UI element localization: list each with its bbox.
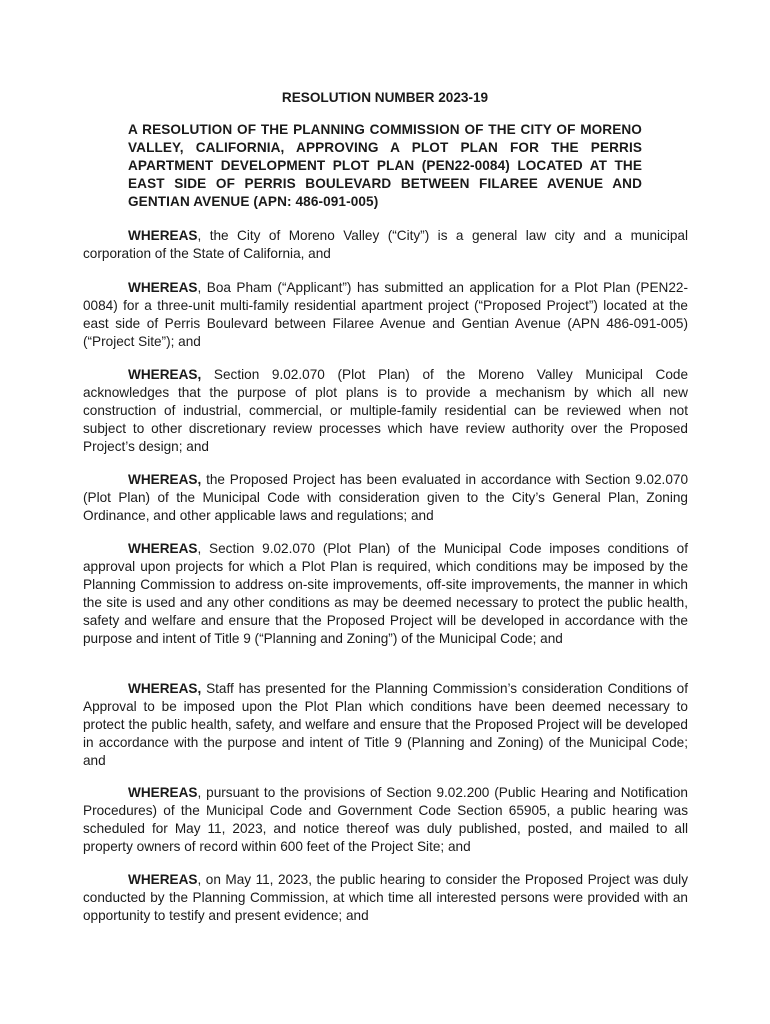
- paragraph-text: , on May 11, 2023, the public hearing to consider the Proposed Project was duly conducted by the Planning Commission, at which time all interested persons were provided with an opportunity to testify and present evidence; and: [83, 872, 688, 923]
- whereas-paragraph-5: [83, 540, 688, 648]
- paragraph-text: Section 9.02.070 (Plot Plan) of the Moreno Valley Municipal Code acknowledges that the purpose of plot plans is to provide a mechanism by which all new construction of industrial, commercial, or multiple-family residential can be reviewed when not subject to other discretionary review processes which have review authority over the Proposed Project’s design; and: [83, 367, 688, 454]
- whereas-lead: WHEREAS,: [128, 681, 202, 696]
- whereas-paragraph-8: [83, 871, 688, 925]
- whereas-paragraph-6: [83, 680, 688, 770]
- whereas-lead: WHEREAS: [128, 541, 198, 556]
- whereas-paragraph-7: [83, 784, 688, 856]
- paragraph-text: Staff has presented for the Planning Commission’s consideration Conditions of Approval to be imposed upon the Plot Plan which conditions have been deemed necessary to protect the public health, safety, and welfare and ensure that the Proposed Project will be developed in accordance with the purpose and intent of Title 9 (Planning and Zoning) of the Municipal Code; and: [83, 681, 688, 768]
- paragraph-text: the Proposed Project has been evaluated in accordance with Section 9.02.070 (Plot Plan) of the Municipal Code with consideration given to the City’s General Plan, Zoning Ordinance, and other applicable laws and regulations; and: [83, 472, 688, 523]
- whereas-lead: WHEREAS,: [128, 472, 202, 487]
- whereas-lead: WHEREAS: [128, 280, 198, 295]
- resolution-title: RESOLUTION NUMBER 2023-19: [281, 90, 489, 105]
- whereas-paragraph-3: [83, 366, 688, 456]
- paragraph-text: , Boa Pham (“Applicant”) has submitted an application for a Plot Plan (PEN22-0084) for a three-unit multi-family residential apartment project (“Proposed Project”) located at the east side of Perris Boulevard between Filaree Avenue and Gentian Avenue (APN 486-091-005) (“Project Site”); and: [83, 280, 688, 349]
- whereas-paragraph-1: [83, 227, 688, 263]
- whereas-lead: WHEREAS,: [128, 367, 202, 382]
- paragraph-text: , pursuant to the provisions of Section 9.02.200 (Public Hearing and Notification Procedures) of the Municipal Code and Government Code Section 65905, a public hearing was scheduled for May 11, 2023, and notice thereof was duly published, posted, and mailed to all property owners of record within 600 feet of the Project Site; and: [83, 785, 688, 854]
- whereas-paragraph-4: [83, 471, 688, 525]
- whereas-paragraph-2: [83, 279, 688, 351]
- resolution-subtitle: A RESOLUTION OF THE PLANNING COMMISSION OF THE CITY OF MORENO VALLEY, CALIFORNIA, APPROVING A PLOT PLAN FOR THE PERRIS APARTMENT DEVELOPMENT PLOT PLAN (PEN22-0084) LOCATED AT THE EAST SIDE OF PERRIS BOULEVARD BETWEEN FILAREE AVENUE AND GENTIAN AVENUE (APN: 486-091-005): [128, 122, 642, 209]
- whereas-lead: WHEREAS: [128, 228, 198, 243]
- paragraph-text: , Section 9.02.070 (Plot Plan) of the Municipal Code imposes conditions of approval upon projects for which a Plot Plan is required, which conditions may be imposed by the Planning Commission to address on-site improvements, off-site improvements, the manner in which the site is used and any other conditions as may be deemed necessary to protect the public health, safety and welfare and ensure that the Proposed Project will be developed in accordance with the purpose and intent of Title 9 (“Planning and Zoning”) of the Municipal Code; and: [83, 541, 688, 646]
- whereas-lead: WHEREAS: [128, 785, 198, 800]
- paragraph-text: , the City of Moreno Valley (“City”) is a general law city and a municipal corporation of the State of California, and: [83, 228, 688, 261]
- whereas-lead: WHEREAS: [128, 872, 198, 887]
